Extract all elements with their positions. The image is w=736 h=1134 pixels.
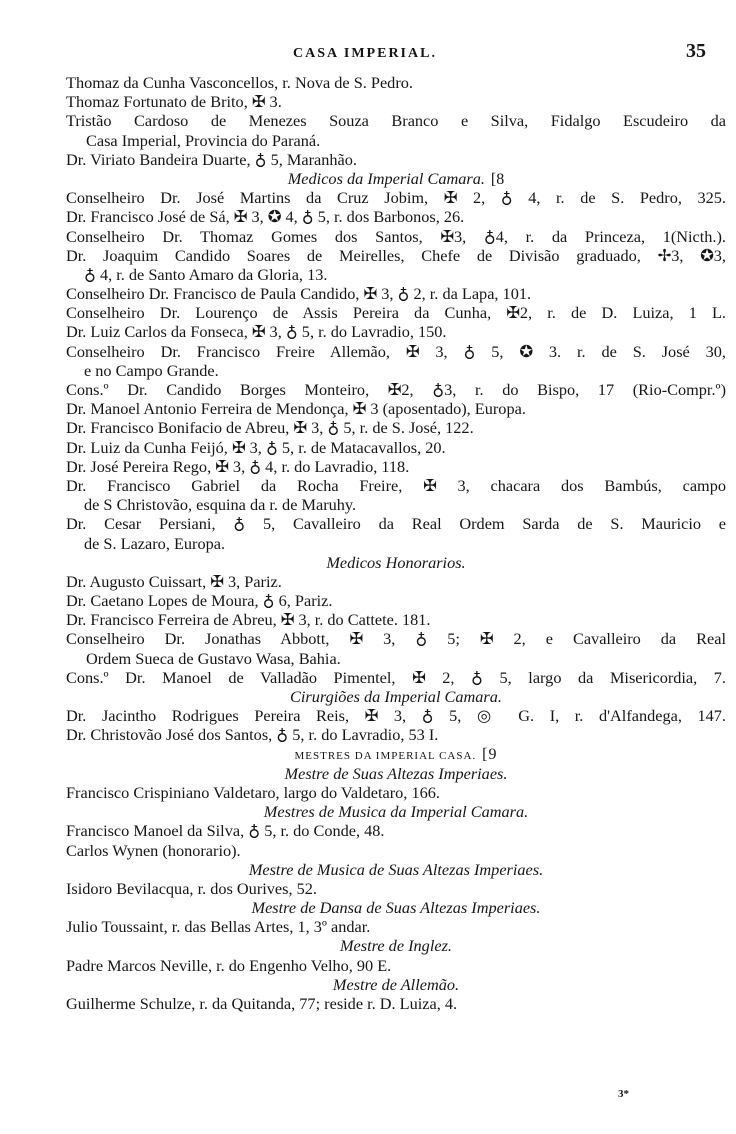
entry-line: Dr. Francisco Ferreira de Abreu, ✠ 3, r. do Cattete. 181. bbox=[66, 610, 431, 630]
page-body bbox=[66, 73, 726, 1013]
section-heading-mestres bbox=[66, 745, 726, 764]
entry-line: de S. Lazaro, Europa. bbox=[84, 533, 226, 553]
section-heading-cirurgioes: Cirurgiões da Imperial Camara. bbox=[290, 687, 502, 706]
entry-line: Cons.º Dr. Candido Borges Monteiro, ✠2, ♁3, r. do Bispo, 17 (Rio-Compr.º) bbox=[66, 380, 726, 399]
entry-line: Thomaz da Cunha Vasconcellos, r. Nova de S. Pedro. bbox=[66, 73, 413, 92]
entry-line: Conselheiro Dr. Francisco de Paula Candido, ✠ 3, ♁ 2, r. da Lapa, 101. bbox=[66, 284, 532, 304]
entry-line: Conselheiro Dr. Lourenço de Assis Pereira da Cunha, ✠2, r. de D. Luiza, 1 L. bbox=[66, 303, 726, 323]
entry-line: Dr. Christovão José dos Santos, ♁ 5, r. do Lavradio, 53 I. bbox=[66, 725, 439, 745]
entry-line: Cons.º Dr. Manoel de Valladão Pimentel, ✠ 2, ♁ 5, largo da Misericordia, 7. bbox=[66, 667, 726, 687]
section-heading-mestre-altezas: Mestre de Suas Altezas Imperiaes. bbox=[284, 763, 508, 783]
entry-line: Padre Marcos Neville, r. do Engenho Velho, 90 E. bbox=[66, 955, 392, 975]
section-heading-medicos-honorarios: Medicos Honorarios. bbox=[326, 552, 466, 572]
entry-line: Dr. Luiz Carlos da Fonseca, ✠ 3, ♁ 5, r. do Lavradio, 150. bbox=[66, 322, 447, 342]
entry-line: Carlos Wynen (honorario). bbox=[66, 840, 241, 860]
entry-line: Dr. Francisco Bonifacio de Abreu, ✠ 3, ♁ 5, r. de S. José, 122. bbox=[66, 418, 474, 438]
entry-line: e no Campo Grande. bbox=[84, 360, 219, 380]
entry-line: Tristão Cardoso de Menezes Souza Branco e Silva, Fidalgo Escudeiro da bbox=[66, 111, 726, 131]
entry-line: Dr. Francisco José de Sá, ✠ 3, ✪ 4, ♁ 5, r. dos Barbonos, 26. bbox=[66, 207, 465, 227]
section-heading-medicos-camara bbox=[66, 169, 726, 188]
entry-line: Thomaz Fortunato de Brito, ✠ 3. bbox=[66, 92, 282, 112]
entry-line: Ordem Sueca de Gustavo Wasa, Bahia. bbox=[86, 648, 341, 668]
running-title: CASA IMPERIAL. bbox=[293, 46, 437, 61]
entry-line: Dr. Joaquim Candido Soares de Meirelles, Chefe de Divisão graduado, ✢3, ✪3, bbox=[66, 245, 726, 265]
section-heading-musica-camara: Mestres de Musica da Imperial Camara. bbox=[263, 802, 529, 822]
section-ordinal: [9 bbox=[482, 745, 498, 763]
entry-line: Francisco Manoel da Silva, ♁ 5, r. do Conde, 48. bbox=[66, 821, 385, 841]
entry-line: Casa Imperial, Provincia do Paraná. bbox=[86, 130, 321, 150]
entry-line: Dr. Luiz da Cunha Feijó, ✠ 3, ♁ 5, r. de Matacavallos, 20. bbox=[66, 437, 446, 457]
entry-line: Dr. José Pereira Rego, ✠ 3, ♁ 4, r. do Lavradio, 118. bbox=[66, 456, 410, 476]
section-heading-dansa: Mestre de Dansa de Suas Altezas Imperiaes. bbox=[251, 898, 541, 918]
entry-line: Conselheiro Dr. José Martins da Cruz Jobim, ✠ 2, ♁ 4, r. de S. Pedro, 325. bbox=[66, 188, 726, 208]
entry-line: Dr. Francisco Gabriel da Rocha Freire, ✠ 3, chacara dos Bambús, campo bbox=[66, 475, 726, 495]
section-heading-inglez: Mestre de Inglez. bbox=[340, 936, 452, 956]
entry-line: Dr. Cesar Persiani, ♁ 5, Cavalleiro da Real Ordem Sarda de S. Mauricio e bbox=[66, 514, 726, 534]
entry-line: Conselheiro Dr. Francisco Freire Allemão, ✠ 3, ♁ 5, ✪ 3. r. de S. José 30, bbox=[66, 341, 726, 361]
entry-line: Guilherme Schulze, r. da Quitanda, 77; reside r. D. Luiza, 4. bbox=[66, 994, 458, 1013]
entry-line: de S Christovão, esquina da r. de Maruhy. bbox=[84, 495, 357, 515]
entry-line: Conselheiro Dr. Jonathas Abbott, ✠ 3, ♁ 5; ✠ 2, e Cavalleiro da Real bbox=[66, 629, 726, 649]
entry-line: Conselheiro Dr. Thomaz Gomes dos Santos, ✠3, ♁4, r. da Princeza, 1(Nicth.). bbox=[66, 226, 726, 246]
section-title: Medicos da Imperial Camara. bbox=[287, 168, 485, 188]
entry-line: Dr. Viriato Bandeira Duarte, ♁ 5, Maranhão. bbox=[66, 149, 357, 169]
section-ordinal: [8 bbox=[490, 170, 505, 188]
entry-line: Julio Toussaint, r. das Bellas Artes, 1, 3º andar. bbox=[66, 917, 371, 937]
page-number: 35 bbox=[686, 40, 706, 62]
entry-line: ♁ 4, r. de Santo Amaro da Gloria, 13. bbox=[84, 264, 328, 284]
section-heading-allemao: Mestre de Allemão. bbox=[332, 974, 460, 994]
entry-line: Dr. Jacintho Rodrigues Pereira Reis, ✠ 3, ♁ 5, ◎ G. I, r. d'Alfandega, 147. bbox=[66, 706, 726, 726]
entry-line: Isidoro Bevilacqua, r. dos Ourives, 52. bbox=[66, 878, 317, 898]
entry-line: Dr. Augusto Cuissart, ✠ 3, Pariz. bbox=[66, 571, 282, 591]
page-header bbox=[0, 40, 736, 70]
entry-line: Dr. Manoel Antonio Ferreira de Mendonça, ✠ 3 (aposentado), Europa. bbox=[66, 399, 526, 419]
signature-mark: 3* bbox=[618, 1088, 629, 1100]
entry-line: Dr. Caetano Lopes de Moura, ♁ 6, Pariz. bbox=[66, 591, 333, 611]
section-heading-musica-altezas: Mestre de Musica de Suas Altezas Imperiaes. bbox=[248, 859, 544, 879]
entry-line: Francisco Crispiniano Valdetaro, largo do Valdetaro, 166. bbox=[66, 782, 440, 802]
section-title: MESTRES DA IMPERIAL CASA. bbox=[294, 749, 477, 762]
